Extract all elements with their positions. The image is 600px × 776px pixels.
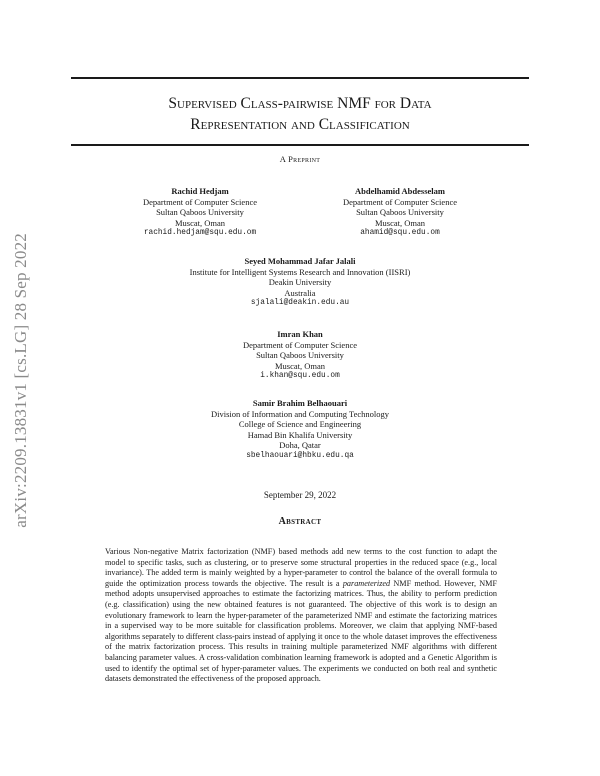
author-email: sbelhaouari@hbku.edu.qa [246,451,354,460]
author-block-2 [320,186,480,239]
abstract-text-part-2: NMF method. However, NMF method adopts unsupervised approaches to estimate the factorizing matrices. Thus, the ability to perform prediction (e.g. classification) using the new obtained features is not guaranteed. The objective of this work is to design an evolutionary framework to learn the hyper-parameter of the parameterized NMF and estimate the factorizing matrices in a supervised way to be more suitable for classification problems. Moreover, we claim that applying NMF-based algorithms separately to different class-pairs instead of applying it once to the whole dataset improves the effectiveness of the matrix factorization process. This results in training multiple parameterized NMF algorithms with different balancing parameter values. A cross-validation combination learning framework is adopted and a Genetic Algorithm is used to identify the optimal set of hyper-parameter values. The experiments we conducted on both real and synthetic datasets demonstrated the effectiveness of the proposed approach. [105,578,497,684]
abstract-heading: Abstract [278,516,322,527]
title-bottom-rule [71,144,529,146]
author-block-1 [120,186,280,239]
author-affiliation-line: Sultan Qaboos University [256,350,344,361]
author-email: ahamid@squ.edu.om [360,229,440,238]
author-block-5 [150,398,450,462]
author-affiliation-line: Hamad Bin Khalifa University [247,429,353,440]
author-affiliation-line: Department of Computer Science [242,339,357,350]
author-affiliation-line: Muscat, Oman [174,217,226,228]
author-affiliation-line: Department of Computer Science [142,196,257,207]
title-line-1: Supervised Class-pairwise NMF for Data [168,95,432,112]
author-affiliation-line: Institute for Intelligent Systems Research and Innovation (IISRI) [189,266,411,277]
author-affiliation-line: Muscat, Oman [274,360,326,371]
publication-date: September 29, 2022 [263,490,337,500]
author-affiliation-line: Australia [284,287,316,298]
paper-title [71,93,529,135]
arxiv-id-text: arXiv:2209.13831v1 [cs.LG] 28 Sep 2022 [11,232,30,528]
abstract-text [105,547,497,685]
author-affiliation-line: Muscat, Oman [374,217,426,228]
title-top-rule [71,77,529,79]
title-line-2: Representation and Classification [190,116,410,133]
abstract-text-part-1: Various Non-negative Matrix factorization (NMF) based methods add new terms to the cost function to adapt the model to specific tasks, such as clustering, or to preserve some structural properties in the reduced space (e.g., local invariance). The added term is mainly weighted by a hyper-parameter to control the balance of the overall formula to guide the optimization process towards the objective. The result is a [105,547,497,588]
author-name: Samir Brahim Belhaouari [252,398,348,408]
author-block-3 [120,256,480,309]
author-name: Imran Khan [277,329,323,339]
author-affiliation-line: College of Science and Engineering [238,419,362,430]
author-affiliation-line: Division of Information and Computing Technology [211,408,389,419]
author-affiliation-line: Deakin University [268,277,332,288]
arxiv-identifier [4,200,38,560]
abstract-italic-term: parameterized [342,578,391,588]
author-affiliation-line: Sultan Qaboos University [156,207,244,218]
author-name: Abdelhamid Abdesselam [355,186,445,196]
author-affiliation-line: Department of Computer Science [342,196,457,207]
author-name: Rachid Hedjam [171,186,229,196]
author-affiliation-line: Doha, Qatar [279,440,321,451]
preprint-label: A Preprint [279,154,321,164]
author-affiliation-line: Sultan Qaboos University [356,207,444,218]
author-email: sjalali@deakin.edu.au [250,299,350,308]
author-email: i.khan@squ.edu.om [260,372,340,381]
author-name: Seyed Mohammad Jafar Jalali [244,256,356,266]
author-email: rachid.hedjam@squ.edu.om [143,229,257,238]
author-block-4 [150,329,450,382]
